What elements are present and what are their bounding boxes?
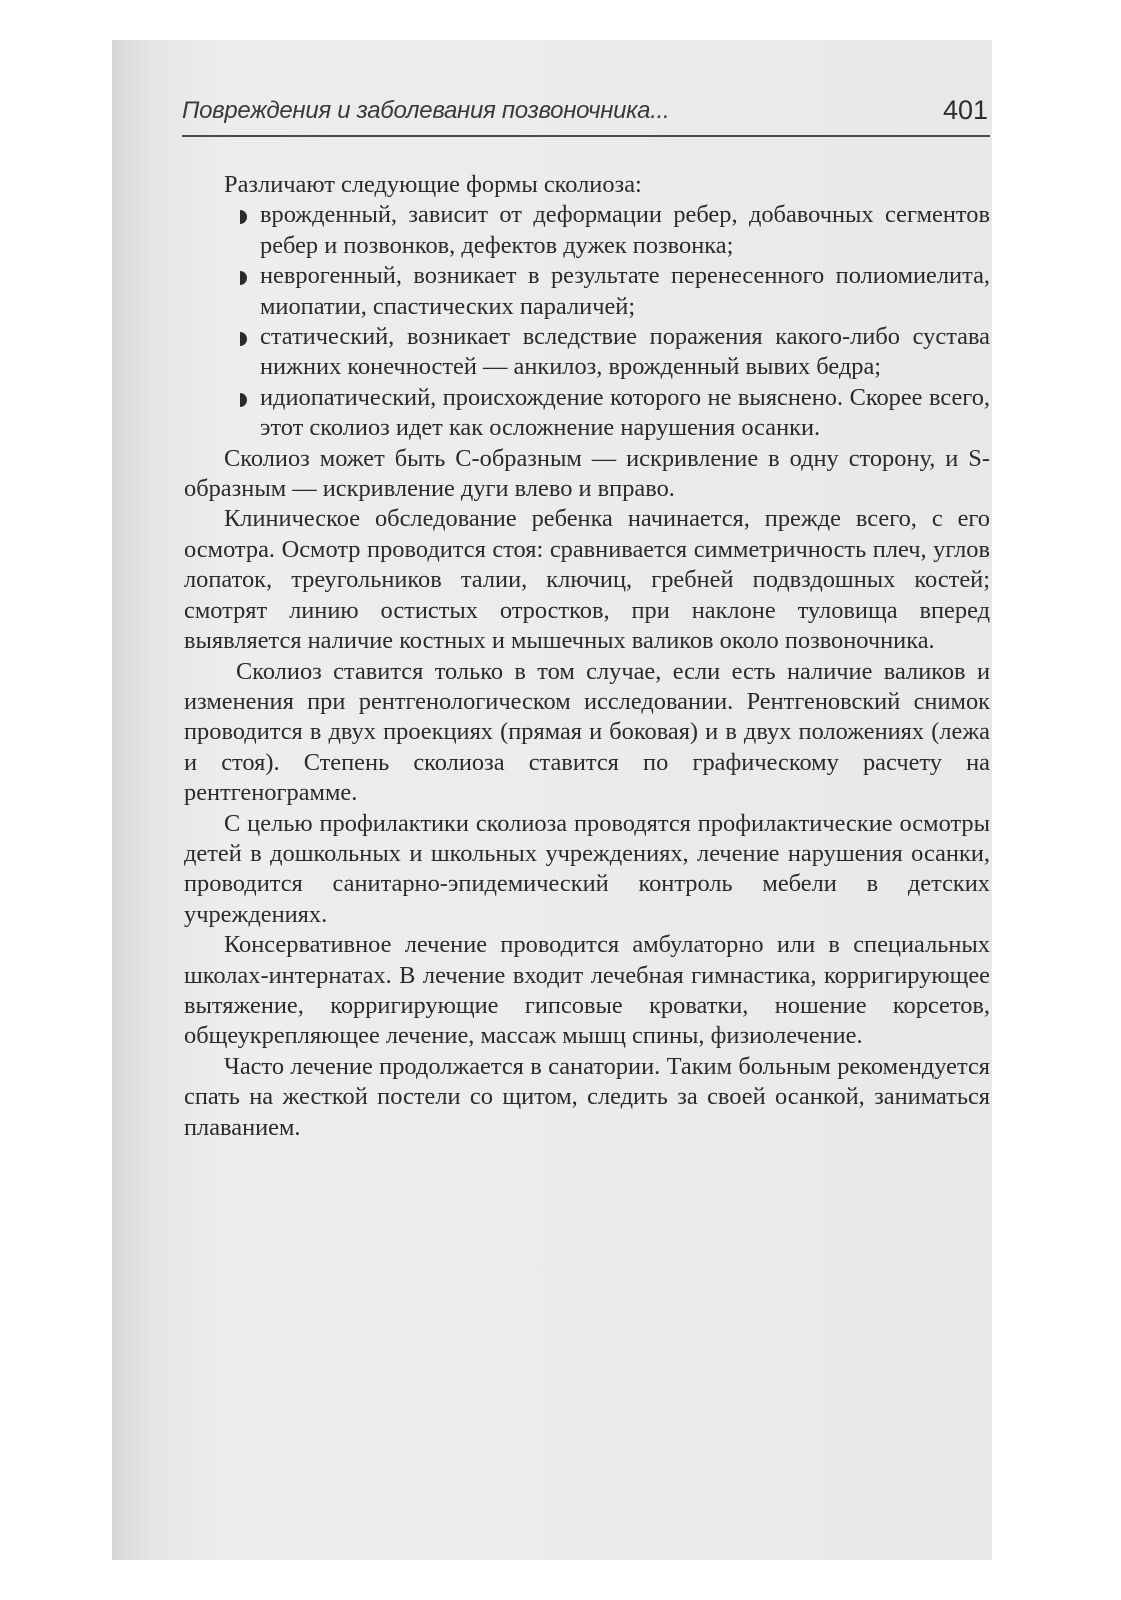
body-text: [184, 170, 990, 1143]
page-number: 401: [942, 95, 988, 125]
scanned-page: [112, 40, 992, 1560]
list-item-text: статический, возникает вследствие поражения какого-либо сустава нижних конечностей — анкилоз, врожденный вывих бедра;: [260, 323, 990, 381]
list-item: [184, 200, 990, 261]
list-item: [184, 261, 990, 322]
paragraph: Часто лечение продолжается в санатории. Таким больным рекомендуется спать на жесткой постели со щитом, следить за своей осанкой, заниматься плаванием.: [184, 1052, 990, 1141]
running-head: [182, 95, 990, 137]
list-item-text: врожденный, зависит от деформации ребер, добавочных сегментов ребер и позвонков, дефектов дужек позвонка;: [260, 201, 990, 259]
scoliosis-forms-list: [184, 200, 990, 443]
paragraph: Клиническое обследование ребенка начинается, прежде всего, с его осмотра. Осмотр проводится стоя: сравнивается симметричность плеч, углов лопаток, треугольников талии, ключиц, гребней подвздошных костей; смотрят линию остистых отростков, при наклоне туловища вперед выявляется наличие костных и мышечных валиков около позвоночника.: [184, 505, 990, 655]
bullet-icon: [240, 393, 247, 407]
paragraph: Сколиоз ставится только в том случае, если есть наличие валиков и изменения при рентгенологическом исследовании. Рентгеновский снимок проводится в двух проекциях (прямая и боковая) и в двух положениях (лежа и стоя). Степень сколиоза ставится по графическому расчету на рентгенограмме.: [184, 657, 990, 807]
intro-paragraph: Различают следующие формы сколиоза:: [224, 171, 642, 198]
paragraph: Консервативное лечение проводится амбулаторно или в специальных школах-интернатах. В лечение входит лечебная гимнастика, корригирующее вытяжение, корригирующие гипсовые кроватки, ношение корсетов, общеукрепляющее лечение, массаж мышц спины, физиолечение.: [184, 931, 990, 1050]
bullet-icon: [240, 210, 247, 224]
list-item-text: неврогенный, возникает в результате перенесенного полиомиелита, миопатии, спастических параличей;: [260, 262, 990, 320]
list-item: [184, 383, 990, 444]
running-head-title: Повреждения и заболевания позвоночника...: [182, 97, 670, 124]
list-item-text: идиопатический, происхождение которого не выяснено. Скорее всего, этот сколиоз идет как осложнение нарушения осанки.: [260, 383, 990, 442]
paragraph: Сколиоз может быть С-образным — искривление в одну сторону, и S-образным — искривление дуги влево и вправо.: [184, 444, 990, 503]
paragraph: С целью профилактики сколиоза проводятся профилактические осмотры детей в дошкольных и школьных учреждениях, лечение нарушения осанки, проводится санитарно-эпидемический контроль мебели в детских учреждениях.: [184, 809, 990, 928]
bullet-icon: [240, 332, 247, 346]
list-item: [184, 322, 990, 383]
bullet-icon: [240, 271, 247, 285]
